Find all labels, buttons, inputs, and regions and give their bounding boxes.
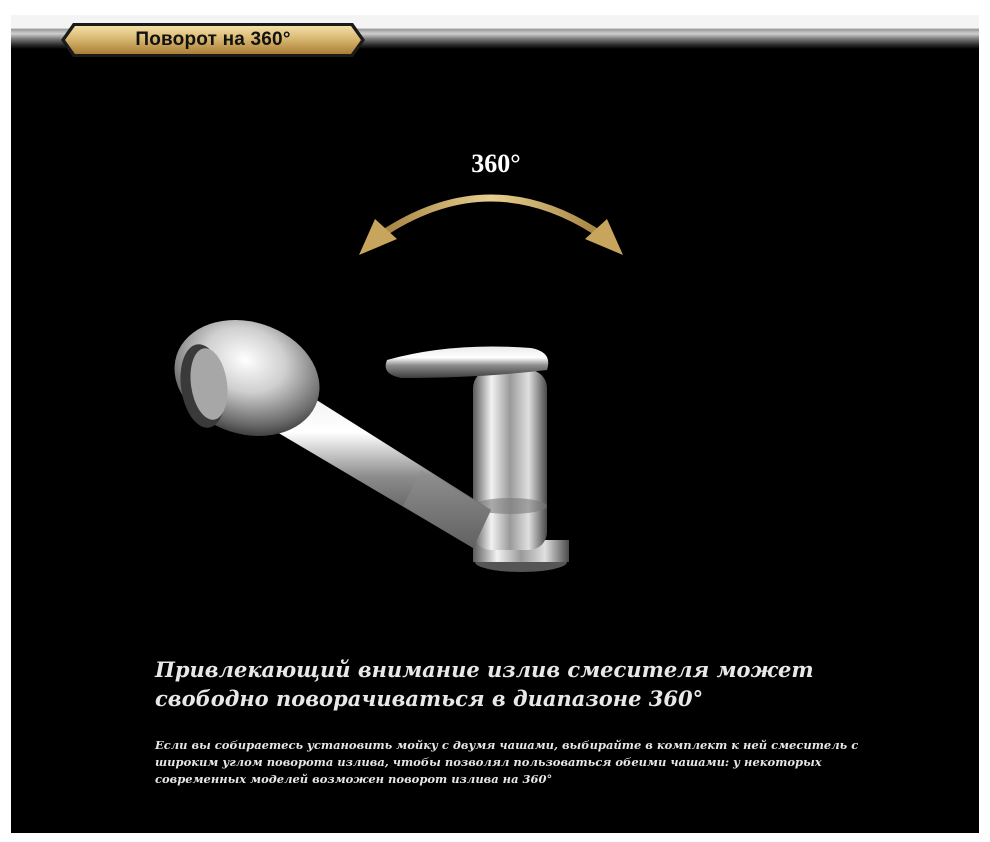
product-banner [11,15,979,833]
headline: Привлекающий внимание излив смесителя может свободно поворачиваться в диапазоне 360° [155,657,814,711]
description: Если вы собираетесь установить мойку с двумя чашами, выбирайте в комплект к ней смеситель с широким углом поворота излива, чтобы позволял пользоваться обеими чашами: у некоторых современных моделей возможен поворот излива на 360° [155,738,859,786]
feature-badge [59,21,367,59]
faucet-image [151,300,571,580]
badge-label: Поворот на 360° [135,29,291,50]
rotation-degree-label: 360° [471,149,521,178]
